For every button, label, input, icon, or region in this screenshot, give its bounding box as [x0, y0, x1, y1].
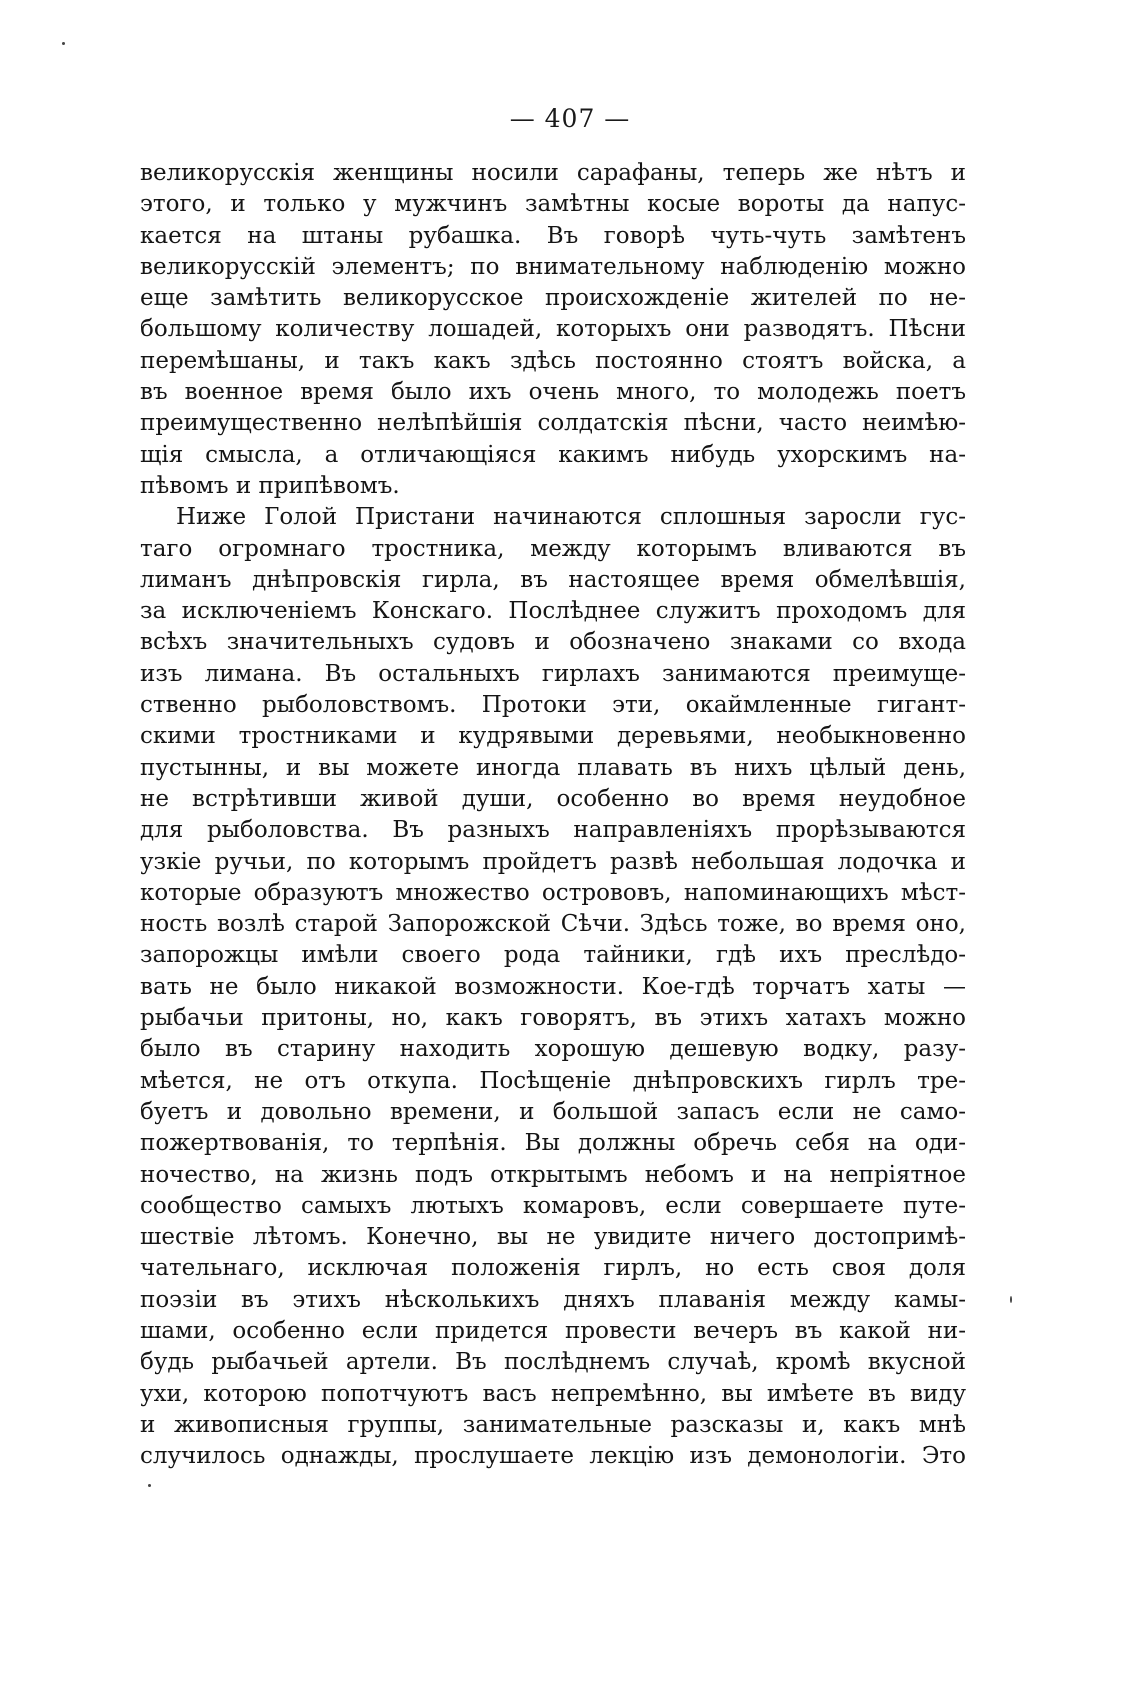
text-line: кается на штаны рубашка. Въ говорѣ чуть-чуть замѣтенъ — [140, 222, 966, 249]
text-line: ночество, на жизнь подъ открытымъ небомъ и на непріятное — [140, 1161, 966, 1188]
text-line: ухи, которою попотчуютъ васъ непремѣнно, вы имѣете въ виду — [140, 1380, 966, 1407]
text-line: поэзіи въ этихъ нѣсколькихъ дняхъ плаванія между камы- — [140, 1286, 966, 1313]
text-line: будь рыбачьей артели. Въ послѣднемъ случаѣ, кромѣ вкусной — [140, 1349, 966, 1376]
text-line: которые образуютъ множество острововъ, напоминающихъ мѣст- — [140, 879, 966, 906]
text-line: за исключеніемъ Конскаго. Послѣднее служитъ проходомъ для — [140, 598, 966, 625]
text-line: и живописныя группы, занимательные разсказы и, какъ мнѣ — [140, 1411, 966, 1438]
text-line: ность возлѣ старой Запорожской Сѣчи. Здѣсь тоже, во время оно, — [140, 911, 966, 938]
text-line: большому количеству лошадей, которыхъ они разводятъ. Пѣсни — [140, 316, 966, 343]
scan-speck — [1010, 1296, 1012, 1303]
text-line: сообщество самыхъ лютыхъ комаровъ, если совершаете путе- — [140, 1192, 966, 1219]
text-line: лиманъ днѣпровскія гирла, въ настоящее время обмелѣвшія, — [140, 566, 966, 593]
text-line: изъ лимана. Въ остальныхъ гирлахъ занимаются преимуще- — [140, 660, 966, 687]
page-number: — 407 — — [509, 104, 631, 133]
text-line: великорусскія женщины носили сарафаны, теперь же нѣтъ и — [140, 160, 966, 186]
text-line: вать не было никакой возможности. Кое-гдѣ торчатъ хаты — — [140, 973, 966, 1000]
text-line: запорожцы имѣли своего рода тайники, гдѣ ихъ преслѣдо- — [140, 942, 966, 969]
text-line: всѣхъ значительныхъ судовъ и обозначено знаками со входа — [140, 629, 966, 656]
text-line: не встрѣтивши живой души, особенно во время неудобное — [140, 785, 966, 812]
text-line: пѣвомъ и припѣвомъ. — [140, 472, 400, 499]
text-line: Ниже Голой Пристани начинаются сплошныя заросли гус- — [176, 504, 966, 531]
scan-speck — [148, 1484, 151, 1487]
text-line: мѣется, не отъ откупа. Посѣщеніе днѣпровскихъ гирлъ тре- — [140, 1067, 966, 1094]
text-line: для рыболовства. Въ разныхъ направленіяхъ прорѣзываются — [140, 817, 966, 844]
text-line: великорусскій элементъ; по внимательному наблюденію можно — [140, 253, 966, 280]
text-line: пустынны, и вы можете иногда плавать въ нихъ цѣлый день, — [140, 754, 966, 781]
text-line: еще замѣтить великорусское происхожденіе жителей по не- — [140, 285, 966, 312]
text-line: ственно рыболовствомъ. Протоки эти, окаймленные гигант- — [140, 692, 966, 719]
text-line: таго огромнаго тростника, между которымъ вливаются въ — [140, 535, 966, 562]
text-line: перемѣшаны, и такъ какъ здѣсь постоянно стоятъ войска, а — [140, 347, 966, 374]
text-line: рыбачьи притоны, но, какъ говорятъ, въ этихъ хатахъ можно — [140, 1005, 966, 1032]
paragraph-2 — [140, 502, 966, 1472]
text-line: чательнаго, исключая положенія гирлъ, но есть своя доля — [140, 1255, 966, 1282]
text-line: въ военное время было ихъ очень много, то молодежь поетъ — [140, 379, 966, 406]
text-line: преимущественно нелѣпѣйшія солдатскія пѣсни, часто неимѣю- — [140, 410, 966, 437]
text-line: буетъ и довольно времени, и большой запасъ если не само- — [140, 1098, 966, 1125]
paragraph-1 — [140, 158, 966, 502]
text-line: пожертвованія, то терпѣнія. Вы должны обречь себя на оди- — [140, 1130, 966, 1157]
text-line: случилось однажды, прослушаете лекцію изъ демонологіи. Это — [140, 1443, 966, 1470]
body-text — [140, 158, 966, 1472]
scan-speck — [62, 42, 65, 45]
text-line: скими тростниками и кудрявыми деревьями, необыкновенно — [140, 723, 966, 750]
text-line: щія смысла, а отличающіяся какимъ нибудь ухорскимъ на- — [140, 441, 966, 468]
text-line: шествіе лѣтомъ. Конечно, вы не увидите ничего достопримѣ- — [140, 1224, 966, 1251]
text-line: шами, особенно если придется провести вечеръ въ какой ни- — [140, 1317, 966, 1344]
text-line: было въ старину находить хорошую дешевую водку, разу- — [140, 1036, 966, 1063]
text-line: этого, и только у мужчинъ замѣтны косые вороты да напус- — [140, 191, 966, 218]
text-line: узкіе ручьи, по которымъ пройдетъ развѣ небольшая лодочка и — [140, 848, 966, 875]
